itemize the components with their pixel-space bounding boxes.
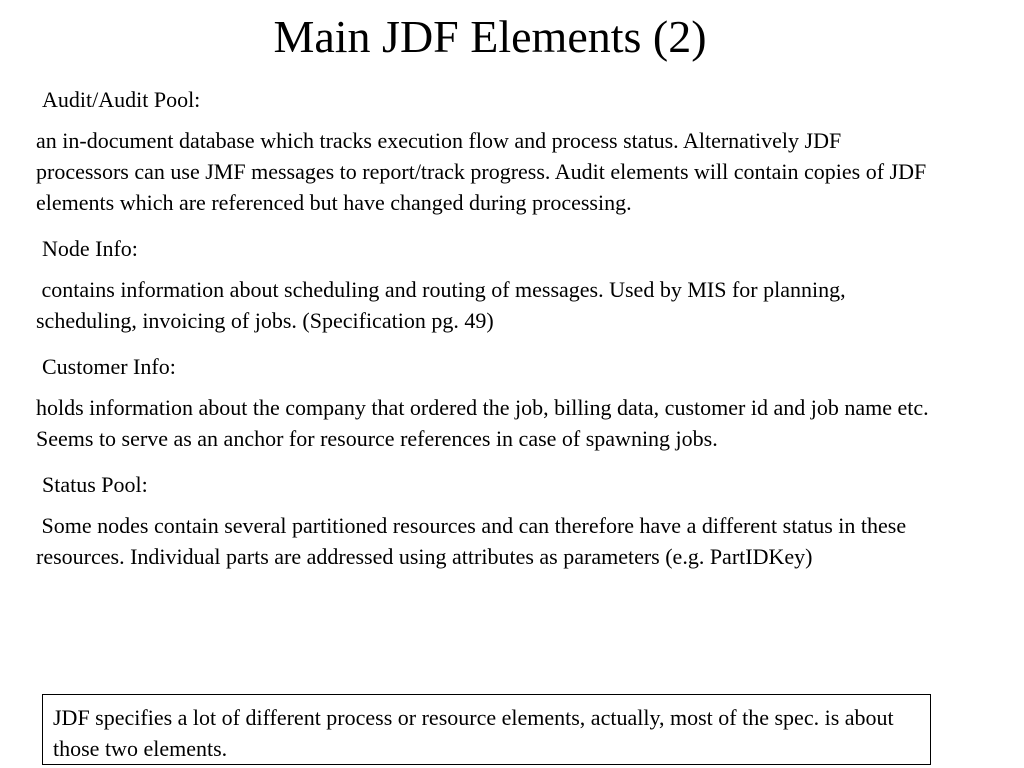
- section-body-status-pool: Some nodes contain several partitioned resources and can therefore have a different status in these resources. Individual parts are addressed using attributes as parameters (e.g. PartIDKey): [36, 513, 912, 569]
- note-box: JDF specifies a lot of different process or resource elements, actually, most of the spec. is about those two elements.: [42, 694, 931, 765]
- section-heading-audit-pool: Audit/Audit Pool:: [42, 87, 201, 112]
- section-heading-customer-info: Customer Info:: [42, 354, 176, 379]
- section-heading-status-pool: Status Pool:: [42, 472, 148, 497]
- section-heading-node-info: Node Info:: [42, 236, 138, 261]
- section-body-node-info: contains information about scheduling and routing of messages. Used by MIS for planning, scheduling, invoicing of jobs. (Specification pg. 49): [36, 277, 852, 333]
- section-body-audit-pool: an in-document database which tracks execution flow and process status. Alternatively JDF processors can use JMF messages to report/track progress. Audit elements will contain copies of JDF elements which are referenced but have changed during processing.: [36, 128, 927, 215]
- slide-content: [36, 84, 936, 587]
- section-body-customer-info: holds information about the company that ordered the job, billing data, customer id and job name etc. Seems to serve as an anchor for resource references in case of spawning jobs.: [36, 395, 929, 451]
- slide-title: Main JDF Elements (2): [273, 11, 707, 62]
